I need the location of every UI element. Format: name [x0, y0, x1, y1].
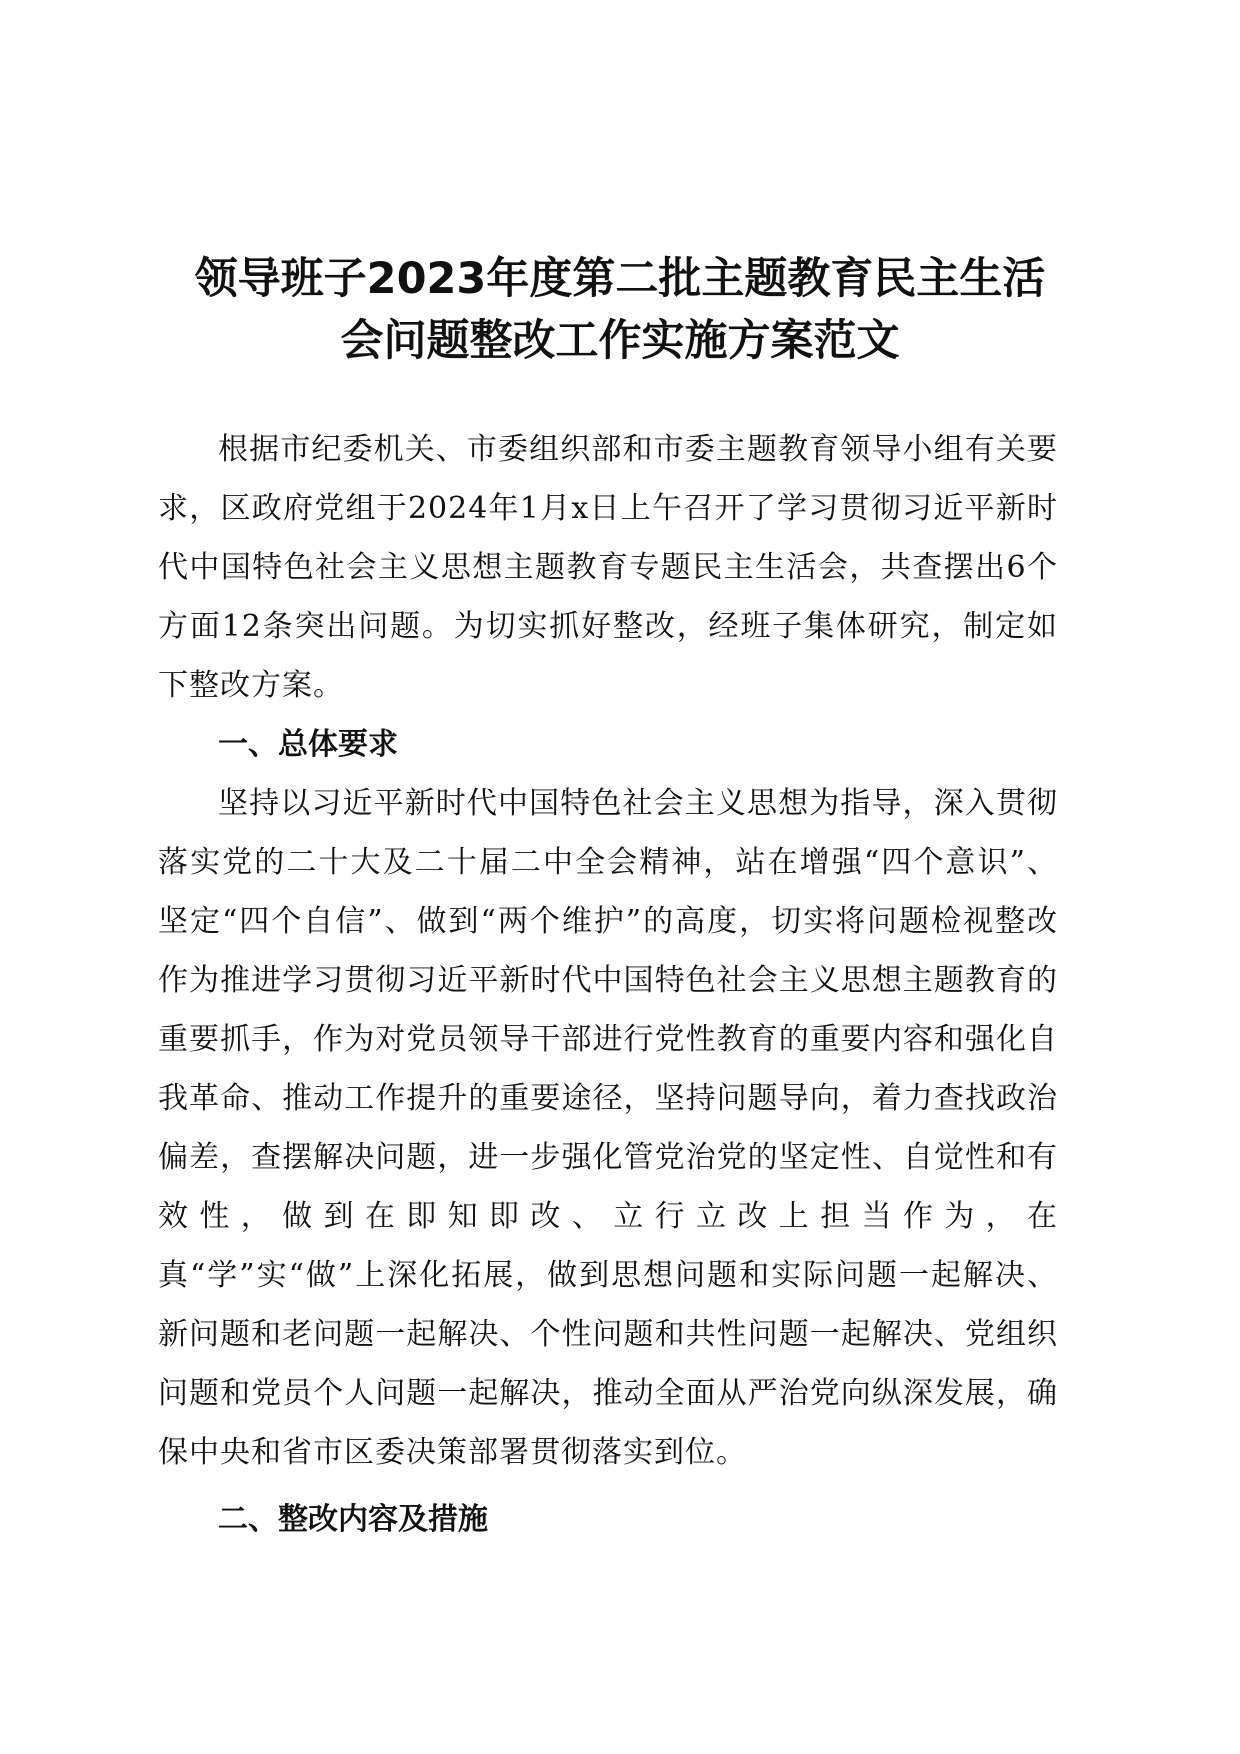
document-body	[158, 420, 1058, 1549]
title-line-2: 会问题整改工作实施方案范文	[340, 316, 900, 366]
general-requirements-paragraph: 坚持以习近平新时代中国特色社会主义思想为指导，深入贯彻落实党的二十大及二十届二中全会精神，站在增强“四个意识”、坚定“四个自信”、做到“两个维护”的高度，切实将问题检视整改作为推进学习贯彻习近平新时代中国特色社会主义思想主题教育的重要抓手，作为对党员领导干部进行党性教育的重要内容和强化自我革命、推动工作提升的重要途径，坚持问题导向，着力查找政治偏差，查摆解决问题，进一步强化管党治党的坚定性、自觉性和有效性，做到在即知即改、立行立改上担当作为，在真“学”实“做”上深化拓展，做到思想问题和实际问题一起解决、新问题和老问题一起解决、个性问题和共性问题一起解决、党组织问题和党员个人问题一起解决，推动全面从严治党向纵深发展，确保中央和省市区委决策部署贯彻落实到位。	[158, 786, 1058, 1470]
section-heading-general-requirements: 一、总体要求	[218, 727, 398, 762]
section-heading-rectification-measures: 二、整改内容及措施	[218, 1502, 488, 1537]
document-title	[140, 248, 1100, 372]
title-line-1: 领导班子2023年度第二批主题教育民主生活	[194, 254, 1046, 304]
intro-paragraph: 根据市纪委机关、市委组织部和市委主题教育领导小组有关要求，区政府党组于2024年1月x日上午召开了学习贯彻习近平新时代中国特色社会主义思想主题教育专题民主生活会，共查摆出6个方面12条突出问题。为切实抓好整改，经班子集体研究，制定如下整改方案。	[158, 432, 1058, 703]
